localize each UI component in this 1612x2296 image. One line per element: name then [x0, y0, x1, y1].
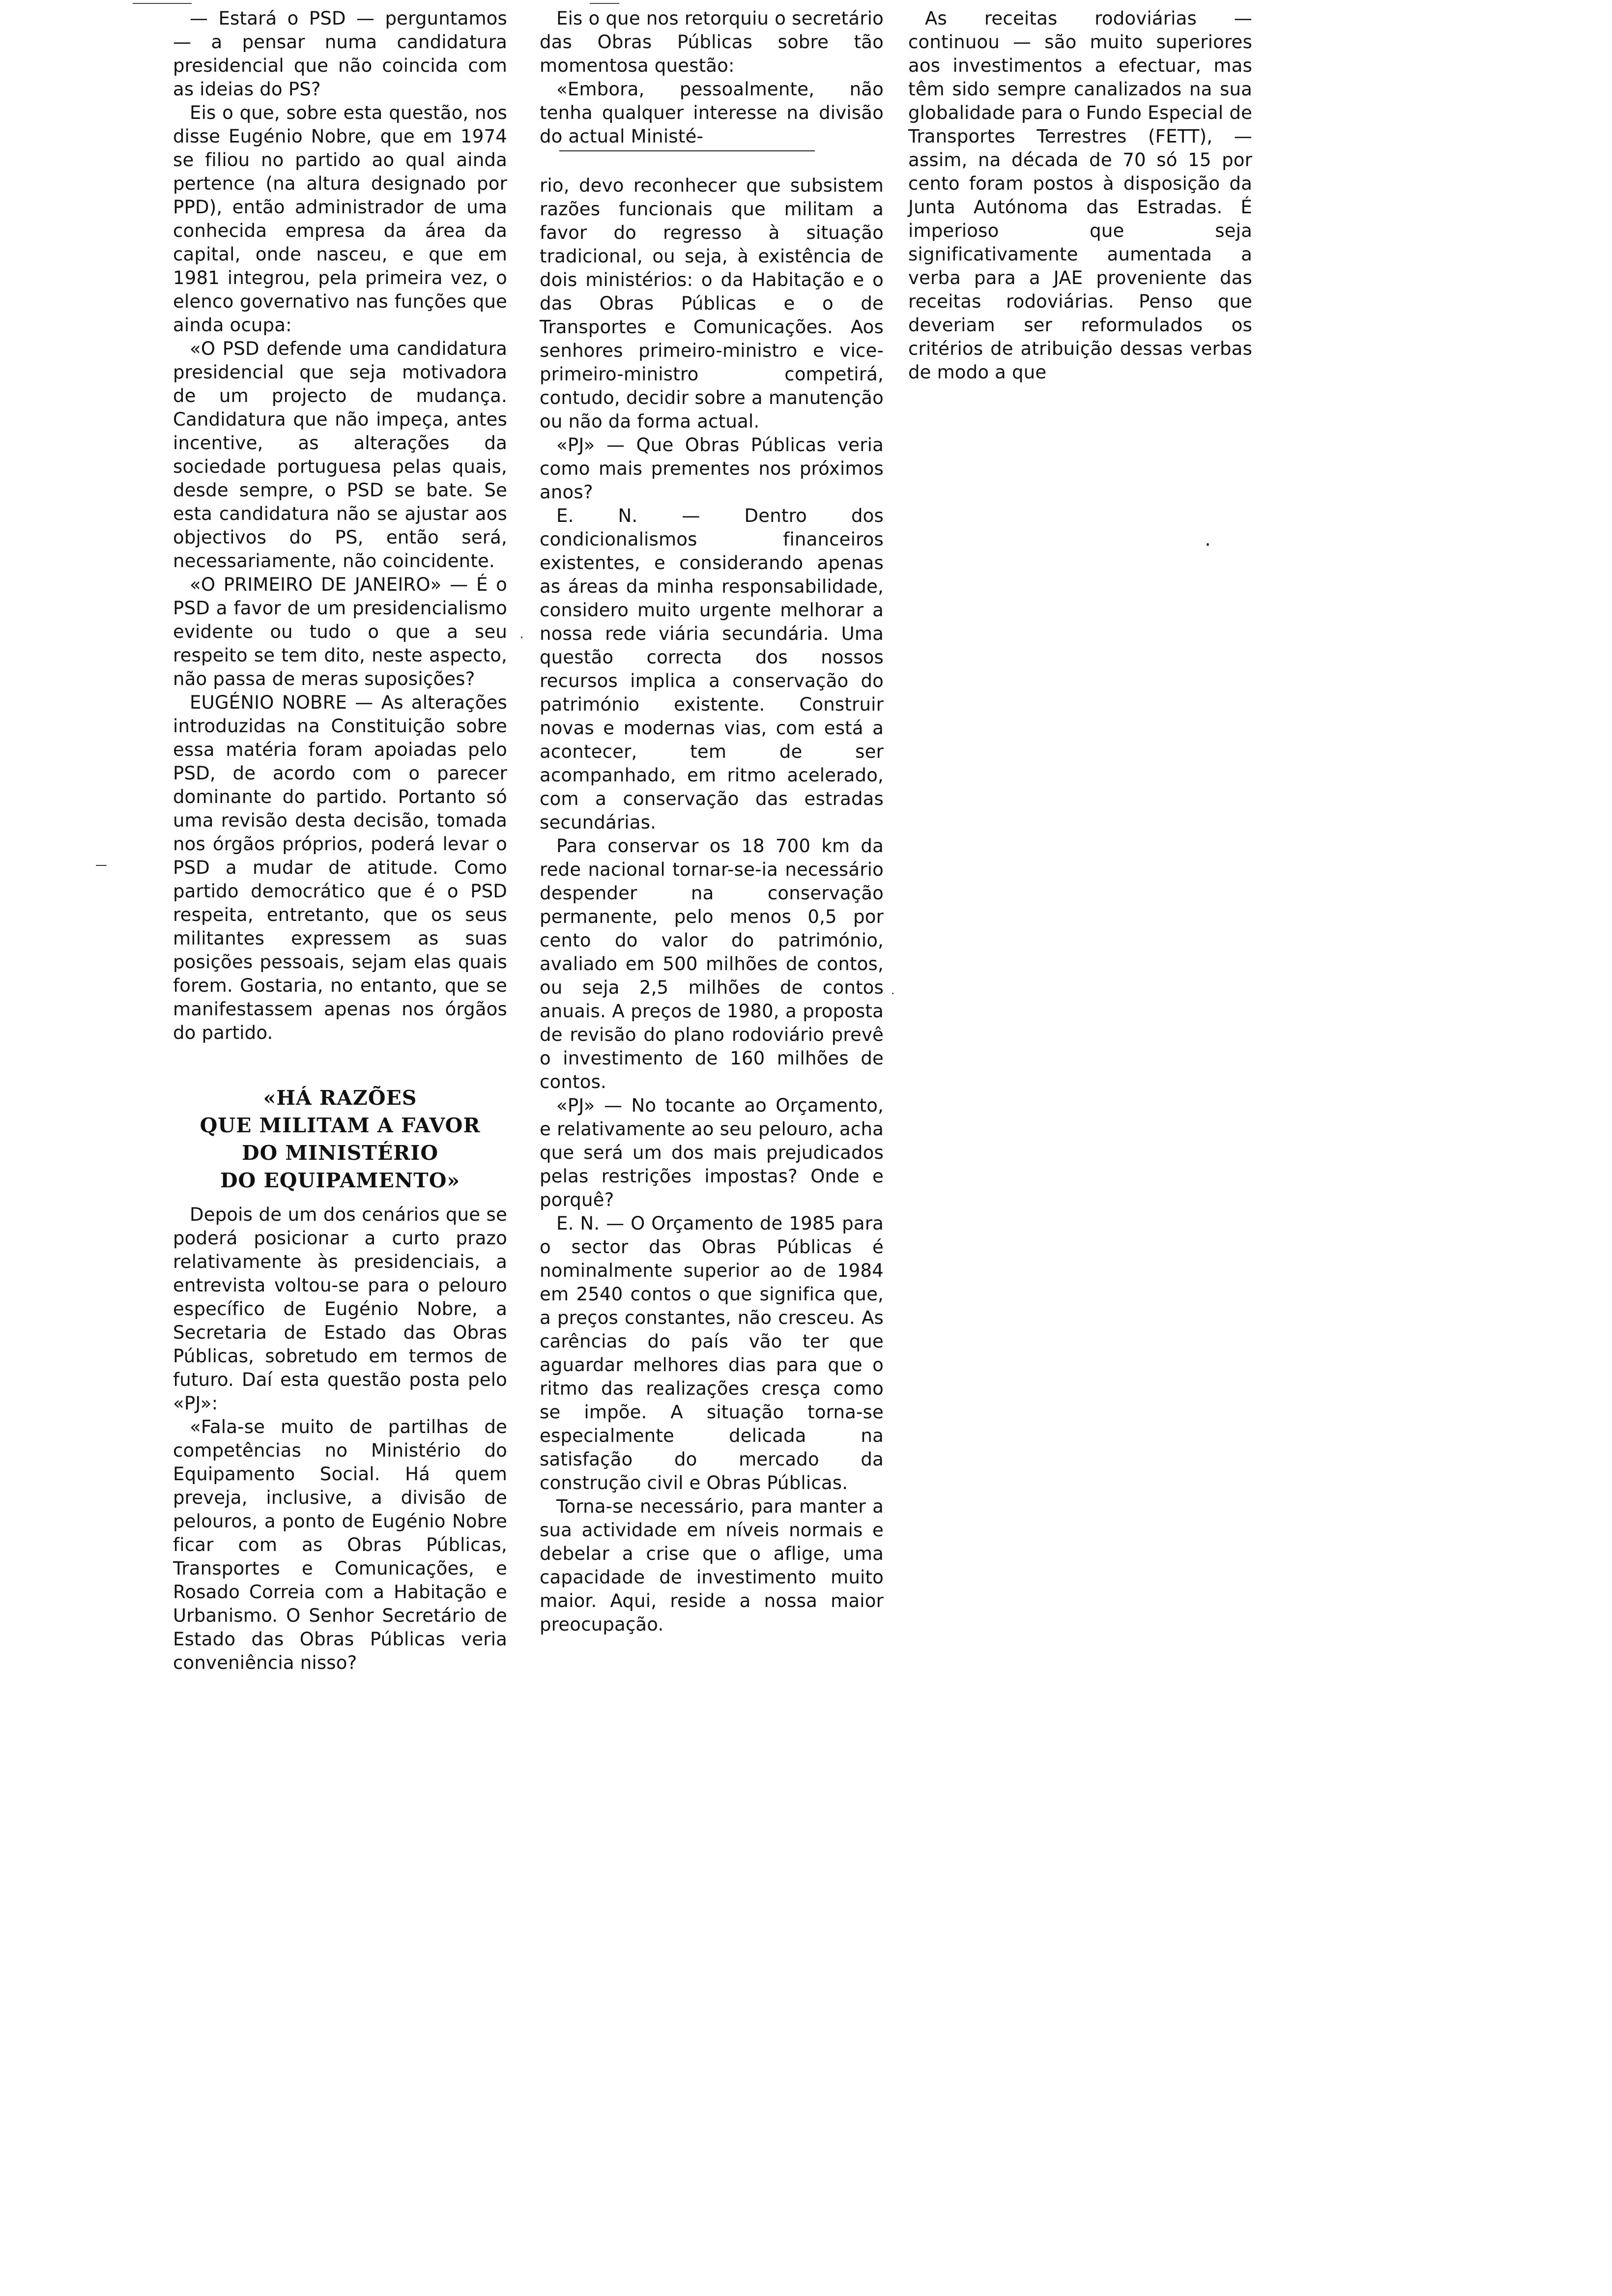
scan-speck [521, 636, 522, 638]
scan-speck [96, 865, 107, 866]
paragraph-interviewee-bio: Eis o que, sobre esta questão, nos disse Eugénio Nobre, que em 1974 se filiou no partido ao qual ainda pertence (na altura designado por PPD), então administrador de uma conhecida empresa da área da capital, onde nasceu, e que em 1981 integrou, pela primeira vez, o elenco governativo nas funções que ainda ocupa: [173, 102, 513, 336]
scan-speck [892, 993, 893, 994]
heading-line: DO MINISTÉRIO [241, 1141, 439, 1165]
paragraph-question-intro: — Estará o PSD — perguntamos — a pensar numa candidatura presidencial que não coincida com as ideias do PS? [173, 8, 513, 100]
paragraph-response-start: «Embora, pessoalmente, não tenha qualquer interesse na divisão do actual Ministé- [540, 79, 890, 147]
top-rule-right [590, 3, 619, 4]
paragraph-pj-question-ministry-split: «Fala-se muito de partilhas de competências no Ministério do Equipamento Social. Há quem preveja, inclusive, a divisão de pelouros, a ponto de Eugénio Nobre ficar com as Obras Públicas, Transportes e Comunicações, e Rosado Correia com a Habitação e Urbanismo. O Senhor Secretário de Estado das Obras Públicas veria conveniência nisso? [173, 1416, 513, 1673]
paragraph-road-revenues: As receitas rodoviárias — continuou — são muito superiores aos investimentos a efectuar, mas têm sido sempre canalizados na sua globalidade para o Fundo Especial de Transportes Terrestres (FETT), — assim, na década de 70 só 15 por cento foram postos à disposição da Junta Autónoma das Estradas. É imperioso que seja significativamente aumentada a verba para a JAE proveniente das receitas rodoviárias. Penso que deveriam ser reformulados os critérios de atribuição dessas verbas de modo a que [908, 8, 1258, 383]
paragraph-en-answer-budget: E. N. — O Orçamento de 1985 para o sector das Obras Públicas é nominalmente superior ao de 1984 em 2540 contos o que significa que, a preços constantes, não cresceu. As carências do país vão ter que aguardar melhores dias para que o ritmo das realizações cresça como se impõe. A situação torna-se especialmente delicada na satisfação do mercado da construção civil e Obras Públicas. [540, 1213, 890, 1493]
spacer [540, 156, 884, 174]
paragraph-response-continued: rio, devo reconhecer que subsistem razões funcionais que militam a favor do regresso à situação tradicional, ou seja, à existência de dois ministérios: o da Habitação e o das Obras Públicas e o de Transportes e Comunicações. Aos senhores primeiro-ministro e vice-primeiro-ministro competirá, contudo, decidir sobre a manutenção ou não da forma actual. [540, 175, 890, 432]
section-heading [173, 1084, 507, 1194]
top-rule-left [133, 3, 192, 4]
paragraph-pj-question-budget: «PJ» — No tocante ao Orçamento, e relativamente ao seu pelouro, acha que será um dos mais prejudicados pelas restrições impostas? Onde e porquê? [540, 1095, 890, 1210]
paragraph-interview-turn: Depois de um dos cenários que se poderá posicionar a curto prazo relativamente às presidenciais, a entrevista voltou-se para o pelouro específico de Eugénio Nobre, a Secretaria de Estado das Obras Públicas, sobretudo em termos de futuro. Daí esta questão posta pelo «PJ»: [173, 1204, 513, 1414]
article-column-1 [173, 7, 513, 1675]
column-break-rule [559, 150, 815, 151]
paragraph-response-intro: Eis o que nos retorquiu o secretário das Obras Públicas sobre tão momentosa questão: [540, 8, 890, 76]
heading-line: QUE MILITAM A FAVOR [200, 1114, 481, 1137]
paragraph-pj-question-presidentialism: «O PRIMEIRO DE JANEIRO» — É o PSD a favor de um presidencialismo evidente ou tudo o que a seu respeito se tem dito, neste aspecto, não passa de meras suposições? [173, 574, 513, 689]
paragraph-investment-concern: Torna-se necessário, para manter a sua actividade em níveis normais e debelar a crise que o aflige, uma capacidade de investimento muito maior. Aqui, reside a nossa maior preocupação. [540, 1496, 890, 1635]
paragraph-road-conservation-costs: Para conservar os 18 700 km da rede nacional tornar-se-ia necessário despender na conservação permanente, pelo menos 0,5 por cento do valor do património, avaliado em 500 milhões de contos, ou seja 2,5 milhões de contos anuais. A preços de 1980, a proposta de revisão do plano rodoviário prevê o investimento de 160 milhões de contos. [540, 835, 890, 1092]
paragraph-nobre-answer-constitution: EUGÉNIO NOBRE — As alterações introduzidas na Constituição sobre essa matéria foram apoiadas pelo PSD, de acordo com o parecer dominante do partido. Portanto só uma revisão desta decisão, tomada nos órgãos próprios, poderá levar o PSD a mudar de atitude. Como partido democrático que é o PSD respeita, entretanto, que os seus militantes expressem as suas posições pessoais, sejam elas quais forem. Gostaria, no entanto, que se manifestassem apenas nos órgãos do partido. [173, 692, 513, 1043]
paragraph-psd-candidacy: «O PSD defende uma candidatura presidencial que seja motivadora de um projecto de mudança. Candidatura que não impeça, antes incentive, as alterações da sociedade portuguesa pelas quais, desde sempre, o PSD se bate. Se esta candidatura não se ajustar aos objectivos do PS, então será, necessariamente, não coincidente. [173, 338, 513, 572]
heading-line: DO EQUIPAMENTO» [220, 1169, 461, 1192]
paragraph-pj-question-public-works: «PJ» — Que Obras Públicas veria como mais prementes nos próximos anos? [540, 434, 890, 503]
article-column-2 [540, 7, 890, 1636]
heading-line: «HÁ RAZÕES [263, 1086, 417, 1110]
paragraph-en-answer-road-network: E. N. — Dentro dos condicionalismos financeiros existentes, e considerando apenas as áreas da minha responsabilidade, considero muito urgente melhorar a nossa rede viária secundária. Uma questão correcta dos nossos recursos implica a conservação do património existente. Construir novas e modernas vias, com está a acontecer, tem de ser acompanhado, em ritmo acelerado, com a conservação das estradas secundárias. [540, 505, 890, 833]
article-column-3 [908, 7, 1258, 384]
scan-speck [1207, 543, 1209, 546]
